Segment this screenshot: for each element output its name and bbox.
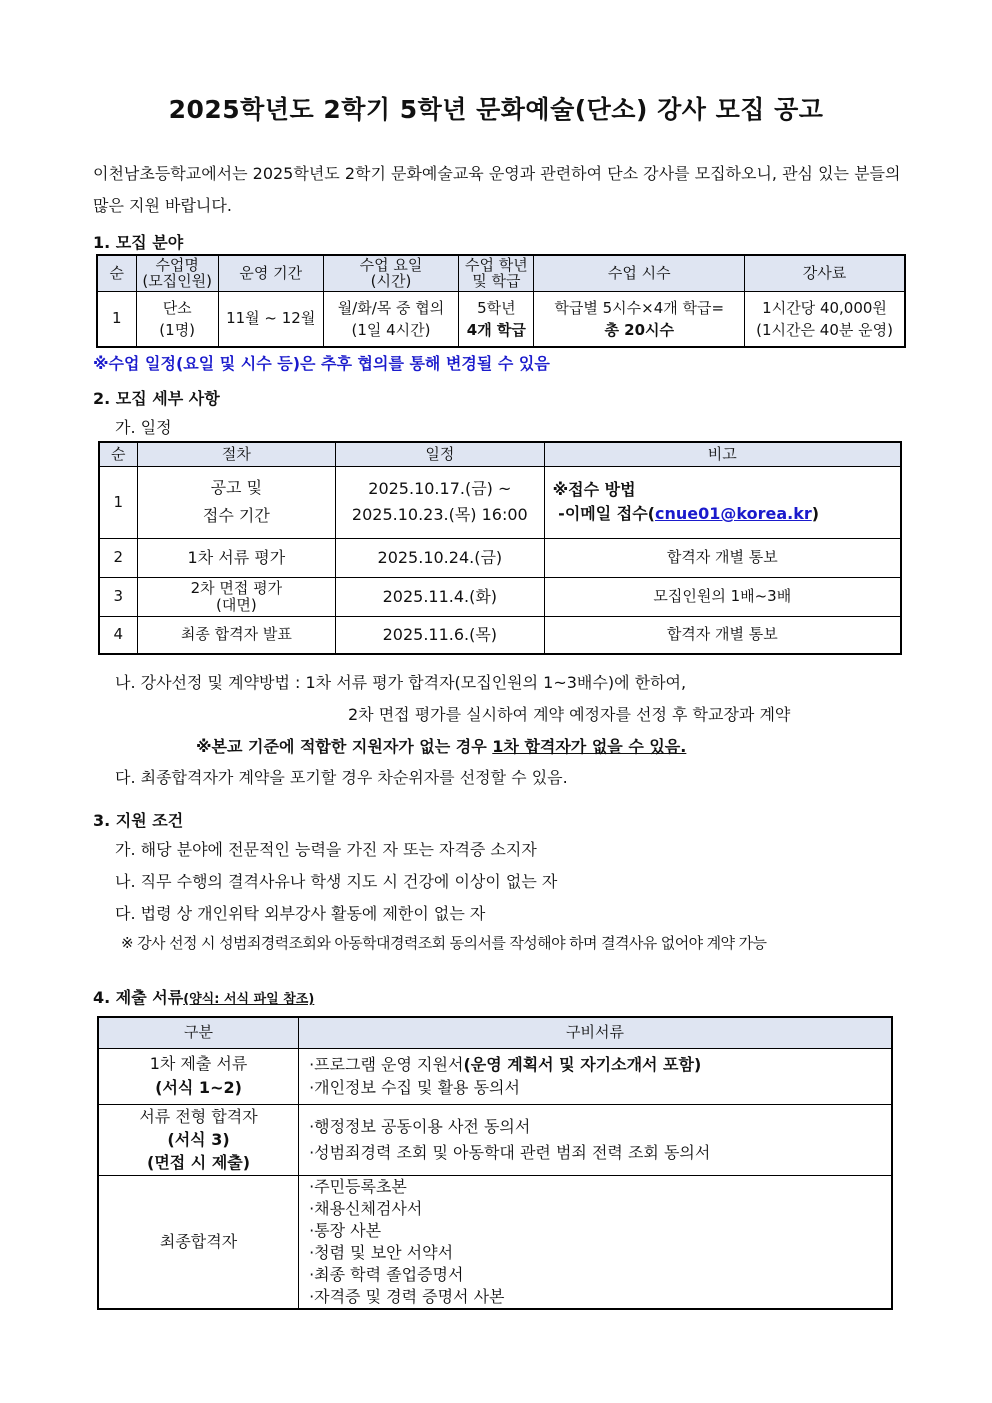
selection-method-line1: 나. 강사선정 및 계약방법 : 1차 서류 평가 합격자(모집인원의 1~3배수)에 한하여, [115, 673, 687, 692]
schedule-table [98, 441, 902, 655]
table-row: 1 공고 및 접수 기간 2025.10.17.(금) ~ 2025.10.23.(목) 16:00 ※접수 방법 -이메일 접수(cnue01@korea.kr) [99, 466, 901, 538]
condition-item: 가. 해당 분야에 전문적인 능력을 가진 자 또는 자격증 소지자 [115, 840, 537, 859]
col-grade: 수업 학년 및 학급 [459, 255, 534, 291]
schedule-note: ※수업 일정(요일 및 시수 등)은 추후 협의를 통해 변경될 수 있음 [93, 354, 550, 373]
table-header-row [97, 255, 905, 291]
col-days: 수업 요일 (시간) [323, 255, 459, 291]
table-row: 1차 제출 서류 (서식 1~2) ·프로그램 운영 지원서(운영 계획서 및 자기소개서 포함) ·개인정보 수집 및 활용 동의서 [98, 1048, 892, 1104]
no-qualified-warning: ※본교 기준에 적합한 지원자가 없는 경우 1차 합격자가 없을 수 있음. [196, 737, 687, 756]
final-forfeit-note: 다. 최종합격자가 계약을 포기할 경우 차순위자를 선정할 수 있음. [115, 768, 568, 787]
condition-item: 다. 법령 상 개인위탁 외부강사 활동에 제한이 없는 자 [115, 904, 486, 923]
page-title: 2025학년도 2학기 5학년 문화예술(단소) 강사 모집 공고 [168, 95, 824, 124]
selection-method-line2: 2차 면접 평가를 실시하여 계약 예정자를 선정 후 학교장과 계약 [348, 705, 791, 724]
col-fee: 강사료 [745, 255, 905, 291]
schedule-subheading: 가. 일정 [115, 418, 172, 437]
documents-table [97, 1016, 893, 1310]
recruit-field-table [96, 254, 906, 348]
email-link[interactable]: cnue01@korea.kr [654, 504, 812, 523]
table-header-row: 구분 구비서류 [98, 1017, 892, 1048]
table-row: 1 단소 (1명) 11월 ~ 12월 월/화/목 중 협의 (1일 4시간) 5학년 4개 학급 학급별 5시수×4개 학급= 총 20시수 1시간당 40,000원 (1시간은 40분 운영) [97, 291, 905, 347]
table-row: 4 최종 합격자 발표 2025.11.6.(목) 합격자 개별 통보 [99, 616, 901, 654]
section3-heading: 3. 지원 조건 [93, 811, 184, 830]
condition-note: ※ 강사 선정 시 성범죄경력조회와 아동학대경력조회 동의서를 작성해야 하며 결격사유 없어야 계약 가능 [121, 934, 767, 952]
table-header-row: 순 절차 일정 비고 [99, 442, 901, 466]
col-sessions: 수업 시수 [534, 255, 745, 291]
intro-paragraph: 이천남초등학교에서는 2025학년도 2학기 문화예술교육 운영과 관련하여 단소 강사를 모집하오니, 관심 있는 분들의 많은 지원 바랍니다. [93, 164, 901, 215]
section1-heading: 1. 모집 분야 [93, 233, 184, 252]
condition-item: 나. 직무 수행의 결격사유나 학생 지도 시 건강에 이상이 없는 자 [115, 872, 558, 891]
col-class-name: 수업명 (모집인원) [136, 255, 218, 291]
table-row: 서류 전형 합격자 (서식 3) (면접 시 제출) ·행정정보 공동이용 사전 동의서 ·성범죄경력 조회 및 아동학대 관련 범죄 전력 조회 동의서 [98, 1104, 892, 1175]
section2-heading: 2. 모집 세부 사항 [93, 389, 220, 408]
table-row: 3 2차 면접 평가 (대면) 2025.11.4.(화) 모집인원의 1배~3배 [99, 577, 901, 616]
section4-heading: 4. 제출 서류(양식: 서식 파일 참조) [93, 988, 315, 1007]
table-row: 2 1차 서류 평가 2025.10.24.(금) 합격자 개별 통보 [99, 538, 901, 577]
col-no: 순 [97, 255, 136, 291]
col-period: 운영 기간 [218, 255, 323, 291]
table-row: 최종합격자 ·주민등록초본 ·채용신체검사서 ·통장 사본 ·청렴 및 보안 서약서 ·최종 학력 졸업증명서 ·자격증 및 경력 증명서 사본 [98, 1175, 892, 1309]
